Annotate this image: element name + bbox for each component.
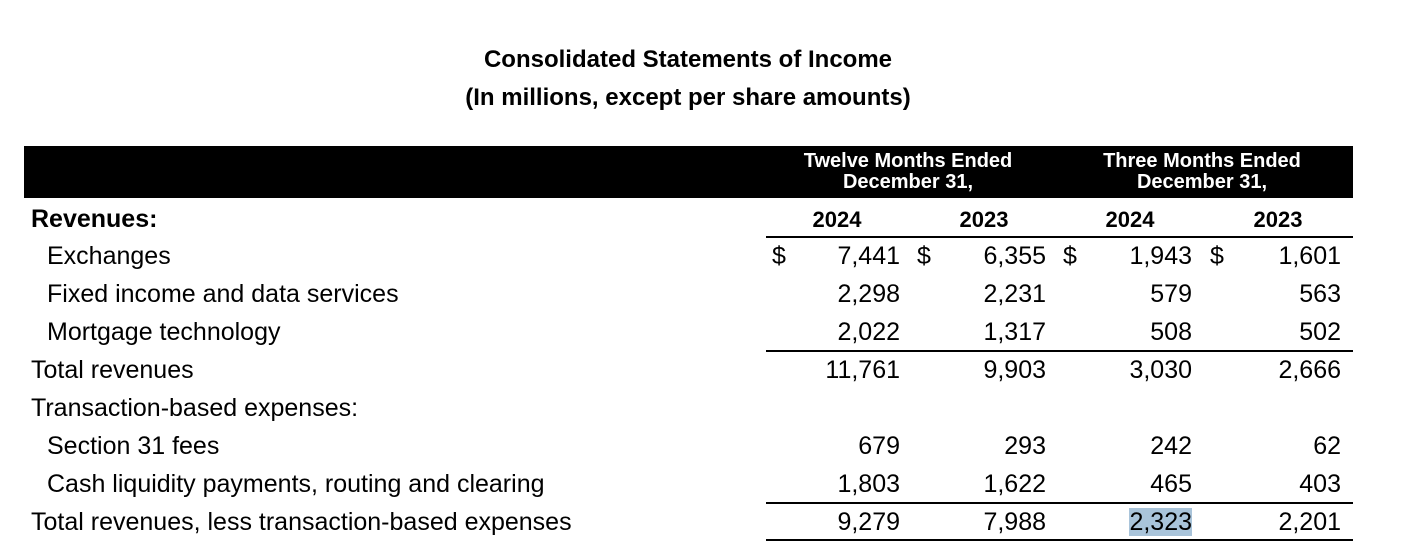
cell-value: 293 [1004, 432, 1046, 460]
row-label: Transaction-based expenses: [31, 394, 359, 422]
cell-value: 403 [1299, 470, 1341, 498]
header-three-months-line1: Three Months Ended [1103, 150, 1301, 172]
row-label: Total revenues, less transaction-based expenses [31, 508, 572, 536]
row-label: Section 31 fees [47, 432, 220, 460]
cell-value: 11,761 [825, 356, 900, 384]
year-header-2: 2023 [959, 207, 1009, 232]
cell-value: 2,666 [1278, 356, 1341, 384]
header-twelve-months-line1: Twelve Months Ended [803, 150, 1013, 172]
statement-title: Consolidated Statements of Income [483, 46, 893, 73]
cell-value: 465 [1150, 470, 1192, 498]
table-row [0, 466, 1426, 502]
cell-value: 62 [1313, 432, 1341, 460]
year-header-1: 2024 [812, 207, 862, 232]
cell-value: 1,803 [837, 470, 900, 498]
header-three-months-line2: December 31, [1136, 171, 1268, 193]
selected-cell-value[interactable]: 2,323 [1129, 508, 1192, 536]
currency-symbol: $ [1210, 242, 1224, 270]
cell-value: 502 [1299, 318, 1341, 346]
currency-symbol: $ [1063, 242, 1077, 270]
table-row-total [0, 504, 1426, 540]
table-row [0, 238, 1426, 274]
currency-symbol: $ [772, 242, 786, 270]
cell-value: 2,231 [983, 280, 1046, 308]
total-rule [766, 539, 1353, 541]
cell-value: 1,622 [983, 470, 1046, 498]
year-header-4: 2023 [1253, 207, 1303, 232]
header-three-months [1060, 151, 1344, 193]
table-row-heading [0, 390, 1426, 426]
table-row [0, 428, 1426, 464]
cell-value: 6,355 [983, 242, 1046, 270]
section-revenues-label: Revenues: [31, 205, 158, 233]
header-twelve-months-line2: December 31, [842, 171, 974, 193]
cell-value: 2,022 [837, 318, 900, 346]
cell-value: 242 [1150, 432, 1192, 460]
statement-subtitle: (In millions, except per share amounts) [465, 84, 911, 111]
header-twelve-months [766, 151, 1050, 193]
revenues-heading-row [0, 201, 1426, 237]
year-header-3: 2024 [1105, 207, 1155, 232]
cell-value: 2,201 [1278, 508, 1341, 536]
cell-value[interactable] [1082, 504, 1192, 540]
row-label: Cash liquidity payments, routing and clearing [47, 470, 545, 498]
row-label: Fixed income and data services [47, 280, 399, 308]
row-label: Total revenues [31, 356, 194, 384]
cell-value: 579 [1150, 280, 1192, 308]
cell-value: 7,441 [837, 242, 900, 270]
cell-value: 508 [1150, 318, 1192, 346]
cell-value: 1,601 [1278, 242, 1341, 270]
row-label: Mortgage technology [47, 318, 281, 346]
currency-symbol: $ [917, 242, 931, 270]
cell-value: 1,943 [1129, 242, 1192, 270]
cell-value: 9,903 [983, 356, 1046, 384]
table-row [0, 314, 1426, 350]
cell-value: 3,030 [1129, 356, 1192, 384]
cell-value: 9,279 [837, 508, 900, 536]
row-label: Exchanges [47, 242, 171, 270]
cell-value: 1,317 [983, 318, 1046, 346]
cell-value: 563 [1299, 280, 1341, 308]
table-row-total [0, 352, 1426, 388]
cell-value: 2,298 [837, 280, 900, 308]
table-row [0, 276, 1426, 312]
cell-value: 7,988 [983, 508, 1046, 536]
cell-value: 679 [858, 432, 900, 460]
